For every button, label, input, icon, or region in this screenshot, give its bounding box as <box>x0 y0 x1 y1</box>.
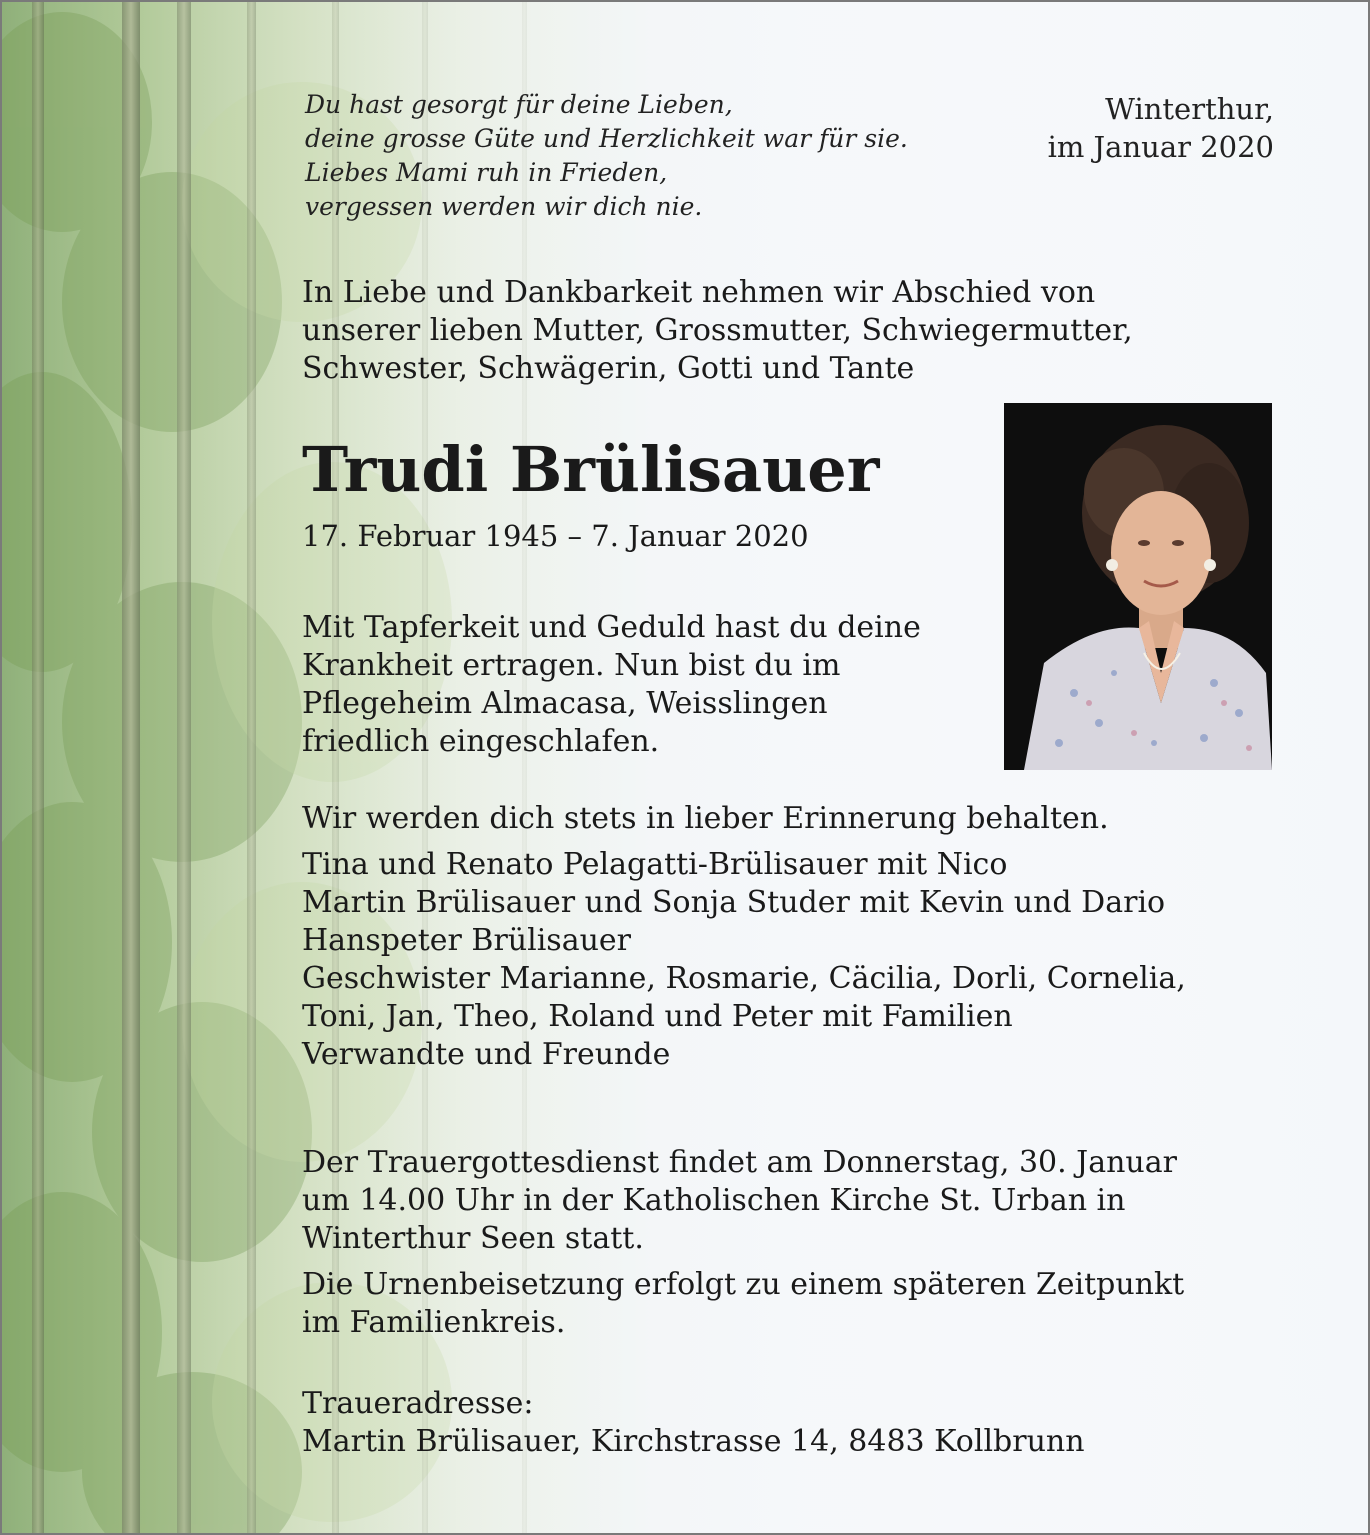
intro-line: unserer lieben Mutter, Grossmutter, Schwiegermutter, <box>302 313 1133 348</box>
mourner-line: Tina und Renato Pelagatti-Brülisauer mit Nico <box>302 847 1008 882</box>
life-dates: 17. Februar 1945 – 7. Januar 2020 <box>302 519 809 553</box>
address-label: Traueradresse: <box>302 1386 534 1421</box>
remembrance-line: Wir werden dich stets in lieber Erinnerung behalten. <box>302 801 1109 836</box>
mourner-line: Toni, Jan, Theo, Roland und Peter mit Familien <box>302 999 1013 1034</box>
service-line: um 14.00 Uhr in der Katholischen Kirche St. Urban in <box>302 1183 1126 1218</box>
motto-line: Du hast gesorgt für deine Lieben, <box>305 90 733 119</box>
farewell-message <box>302 609 992 761</box>
mourner-line: Hanspeter Brülisauer <box>302 923 632 958</box>
date-line: im Januar 2020 <box>1047 130 1274 164</box>
place-and-date <box>954 90 1274 166</box>
motto-line: Liebes Mami ruh in Frieden, <box>305 158 668 187</box>
mourning-address <box>302 1385 1302 1461</box>
deceased-name: Trudi Brülisauer <box>302 433 880 506</box>
address-value: Martin Brülisauer, Kirchstrasse 14, 8483 Kollbrunn <box>302 1424 1085 1459</box>
message-line: friedlich eingeschlafen. <box>302 724 660 759</box>
portrait-photo <box>1004 403 1272 770</box>
message-line: Mit Tapferkeit und Geduld hast du deine <box>302 610 921 645</box>
intro-text <box>302 274 1262 388</box>
mourner-line: Verwandte und Freunde <box>302 1037 671 1072</box>
service-info <box>302 1144 1302 1342</box>
service-line: Der Trauergottesdienst findet am Donnerstag, 30. Januar <box>302 1145 1177 1180</box>
message-line: Pflegeheim Almacasa, Weisslingen <box>302 686 828 721</box>
urn-line: Die Urnenbeisetzung erfolgt zu einem späteren Zeitpunkt <box>302 1267 1185 1302</box>
mourner-line: Martin Brülisauer und Sonja Studer mit Kevin und Dario <box>302 885 1166 920</box>
motto-verse <box>305 88 985 224</box>
place-line: Winterthur, <box>1105 92 1274 126</box>
portrait-image <box>1004 403 1272 770</box>
intro-line: Schwester, Schwägerin, Gotti und Tante <box>302 351 915 386</box>
mourners-section <box>302 800 1302 1074</box>
urn-line: im Familienkreis. <box>302 1305 566 1340</box>
motto-line: vergessen werden wir dich nie. <box>305 192 703 221</box>
intro-line: In Liebe und Dankbarkeit nehmen wir Abschied von <box>302 275 1096 310</box>
message-line: Krankheit ertragen. Nun bist du im <box>302 648 841 683</box>
motto-line: deine grosse Güte und Herzlichkeit war für sie. <box>305 124 908 153</box>
mourner-line: Geschwister Marianne, Rosmarie, Cäcilia, Dorli, Cornelia, <box>302 961 1186 996</box>
service-line: Winterthur Seen statt. <box>302 1221 644 1256</box>
